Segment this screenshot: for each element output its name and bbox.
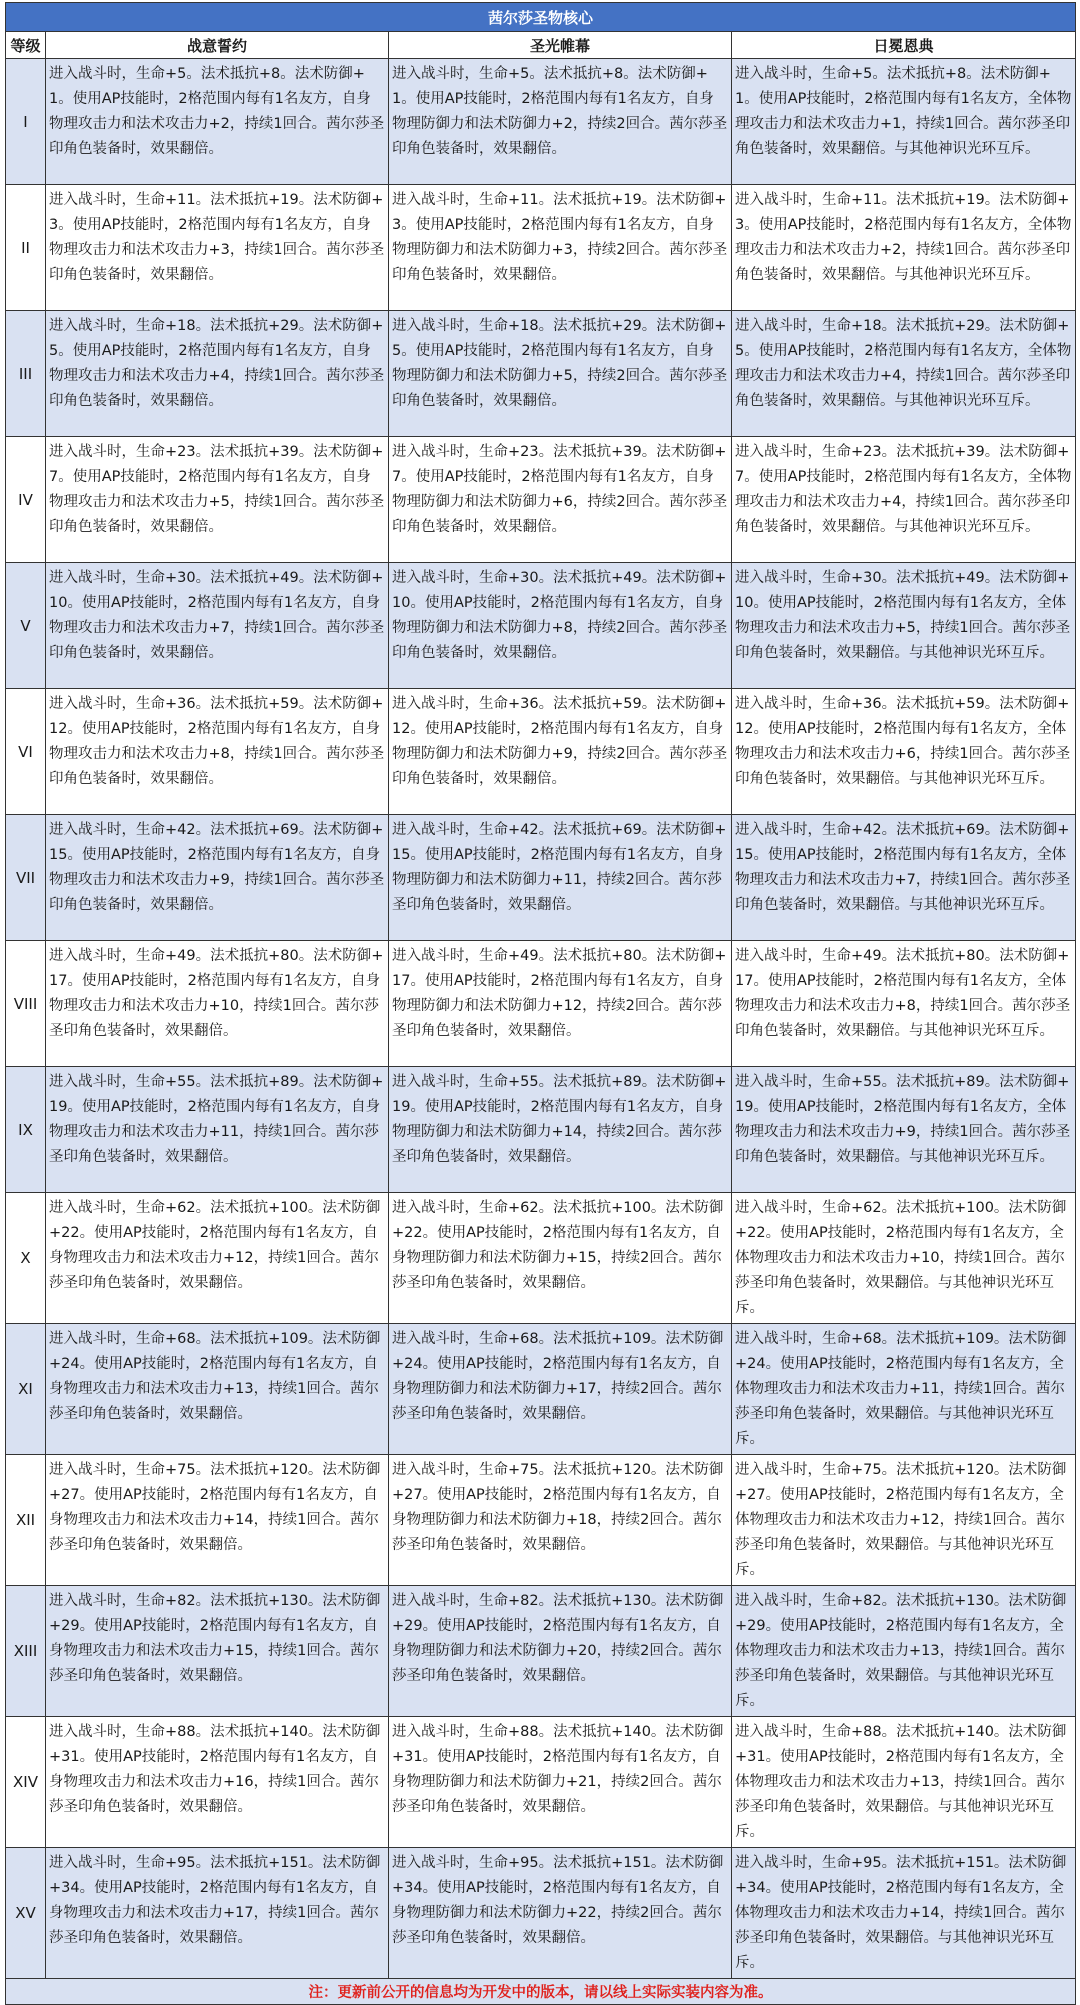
table-row [6,941,1076,1067]
level-cell: V [6,563,46,689]
effect-cell-col3: 进入战斗时，生命+68。法术抵抗+109。法术防御+24。使用AP技能时，2格范围内每有1名友方，全体物理攻击力和法术攻击力+11，持续1回合。茜尔莎圣印角色装备时，效果翻倍。与其他神识光环互斥。 [732,1324,1076,1455]
table-row [6,1067,1076,1193]
effect-cell-col2: 进入战斗时，生命+88。法术抵抗+140。法术防御+31。使用AP技能时，2格范围内每有1名友方，自身物理防御力和法术防御力+21，持续2回合。茜尔莎圣印角色装备时，效果翻倍。 [389,1717,732,1848]
effect-cell-col3: 进入战斗时，生命+11。法术抵抗+19。法术防御+3。使用AP技能时，2格范围内每有1名友方，全体物理攻击力和法术攻击力+2，持续1回合。茜尔莎圣印角色装备时，效果翻倍。与其他神识光环互斥。 [732,185,1076,311]
table-row [6,1193,1076,1324]
effect-cell-col1: 进入战斗时，生命+55。法术抵抗+89。法术防御+19。使用AP技能时，2格范围内每有1名友方，自身物理攻击力和法术攻击力+11，持续1回合。茜尔莎圣印角色装备时，效果翻倍。 [46,1067,389,1193]
level-cell: I [6,59,46,185]
effect-cell-col2: 进入战斗时，生命+36。法术抵抗+59。法术防御+12。使用AP技能时，2格范围内每有1名友方，自身物理防御力和法术防御力+9，持续2回合。茜尔莎圣印角色装备时，效果翻倍。 [389,689,732,815]
effect-cell-col2: 进入战斗时，生命+30。法术抵抗+49。法术防御+10。使用AP技能时，2格范围内每有1名友方，自身物理防御力和法术防御力+8，持续2回合。茜尔莎圣印角色装备时，效果翻倍。 [389,563,732,689]
table-row [6,1586,1076,1717]
level-cell: XII [6,1455,46,1586]
disclaimer-note: 注：更新前公开的信息均为开发中的版本，请以线上实际实装内容为准。 [6,1979,1076,2005]
level-cell: VII [6,815,46,941]
effect-cell-col2: 进入战斗时，生命+95。法术抵抗+151。法术防御+34。使用AP技能时，2格范围内每有1名友方，自身物理防御力和法术防御力+22，持续2回合。茜尔莎圣印角色装备时，效果翻倍。 [389,1848,732,1979]
effect-cell-col2: 进入战斗时，生命+11。法术抵抗+19。法术防御+3。使用AP技能时，2格范围内每有1名友方，自身物理防御力和法术防御力+3，持续2回合。茜尔莎圣印角色装备时，效果翻倍。 [389,185,732,311]
effect-cell-col1: 进入战斗时，生命+95。法术抵抗+151。法术防御+34。使用AP技能时，2格范围内每有1名友方，自身物理攻击力和法术攻击力+17，持续1回合。茜尔莎圣印角色装备时，效果翻倍。 [46,1848,389,1979]
effect-cell-col2: 进入战斗时，生命+5。法术抵抗+8。法术防御+1。使用AP技能时，2格范围内每有1名友方，自身物理防御力和法术防御力+2，持续2回合。茜尔莎圣印角色装备时，效果翻倍。 [389,59,732,185]
table-row [6,815,1076,941]
header-level: 等级 [6,32,46,59]
effect-cell-col1: 进入战斗时，生命+5。法术抵抗+8。法术防御+1。使用AP技能时，2格范围内每有1名友方，自身物理攻击力和法术攻击力+2，持续1回合。茜尔莎圣印角色装备时，效果翻倍。 [46,59,389,185]
effect-cell-col1: 进入战斗时，生命+11。法术抵抗+19。法术防御+3。使用AP技能时，2格范围内每有1名友方，自身物理攻击力和法术攻击力+3，持续1回合。茜尔莎圣印角色装备时，效果翻倍。 [46,185,389,311]
effect-cell-col3: 进入战斗时，生命+5。法术抵抗+8。法术防御+1。使用AP技能时，2格范围内每有1名友方，全体物理攻击力和法术攻击力+1，持续1回合。茜尔莎圣印角色装备时，效果翻倍。与其他神识光环互斥。 [732,59,1076,185]
table-row [6,1324,1076,1455]
level-cell: IV [6,437,46,563]
level-cell: IX [6,1067,46,1193]
level-cell: VI [6,689,46,815]
effect-cell-col3: 进入战斗时，生命+42。法术抵抗+69。法术防御+15。使用AP技能时，2格范围内每有1名友方，全体物理攻击力和法术攻击力+7，持续1回合。茜尔莎圣印角色装备时，效果翻倍。与其他神识光环互斥。 [732,815,1076,941]
effect-cell-col1: 进入战斗时，生命+49。法术抵抗+80。法术防御+17。使用AP技能时，2格范围内每有1名友方，自身物理攻击力和法术攻击力+10，持续1回合。茜尔莎圣印角色装备时，效果翻倍。 [46,941,389,1067]
effect-cell-col3: 进入战斗时，生命+82。法术抵抗+130。法术防御+29。使用AP技能时，2格范围内每有1名友方，全体物理攻击力和法术攻击力+13，持续1回合。茜尔莎圣印角色装备时，效果翻倍。与其他神识光环互斥。 [732,1586,1076,1717]
relic-core-table [5,2,1076,2005]
level-cell: III [6,311,46,437]
effect-cell-col3: 进入战斗时，生命+23。法术抵抗+39。法术防御+7。使用AP技能时，2格范围内每有1名友方，全体物理攻击力和法术攻击力+4，持续1回合。茜尔莎圣印角色装备时，效果翻倍。与其他神识光环互斥。 [732,437,1076,563]
level-cell: X [6,1193,46,1324]
header-col2: 圣光帷幕 [389,32,732,59]
table-row [6,185,1076,311]
page [5,2,1075,2001]
effect-cell-col2: 进入战斗时，生命+23。法术抵抗+39。法术防御+7。使用AP技能时，2格范围内每有1名友方，自身物理防御力和法术防御力+6，持续2回合。茜尔莎圣印角色装备时，效果翻倍。 [389,437,732,563]
effect-cell-col1: 进入战斗时，生命+18。法术抵抗+29。法术防御+5。使用AP技能时，2格范围内每有1名友方，自身物理攻击力和法术攻击力+4，持续1回合。茜尔莎圣印角色装备时，效果翻倍。 [46,311,389,437]
effect-cell-col3: 进入战斗时，生命+55。法术抵抗+89。法术防御+19。使用AP技能时，2格范围内每有1名友方，全体物理攻击力和法术攻击力+9，持续1回合。茜尔莎圣印角色装备时，效果翻倍。与其他神识光环互斥。 [732,1067,1076,1193]
effect-cell-col3: 进入战斗时，生命+30。法术抵抗+49。法术防御+10。使用AP技能时，2格范围内每有1名友方，全体物理攻击力和法术攻击力+5，持续1回合。茜尔莎圣印角色装备时，效果翻倍。与其他神识光环互斥。 [732,563,1076,689]
level-cell: XIII [6,1586,46,1717]
table-row [6,1717,1076,1848]
effect-cell-col1: 进入战斗时，生命+30。法术抵抗+49。法术防御+10。使用AP技能时，2格范围内每有1名友方，自身物理攻击力和法术攻击力+7，持续1回合。茜尔莎圣印角色装备时，效果翻倍。 [46,563,389,689]
effect-cell-col2: 进入战斗时，生命+55。法术抵抗+89。法术防御+19。使用AP技能时，2格范围内每有1名友方，自身物理防御力和法术防御力+14，持续2回合。茜尔莎圣印角色装备时，效果翻倍。 [389,1067,732,1193]
effect-cell-col2: 进入战斗时，生命+75。法术抵抗+120。法术防御+27。使用AP技能时，2格范围内每有1名友方，自身物理防御力和法术防御力+18，持续2回合。茜尔莎圣印角色装备时，效果翻倍。 [389,1455,732,1586]
effect-cell-col1: 进入战斗时，生命+68。法术抵抗+109。法术防御+24。使用AP技能时，2格范围内每有1名友方，自身物理攻击力和法术攻击力+13，持续1回合。茜尔莎圣印角色装备时，效果翻倍。 [46,1324,389,1455]
table-row [6,689,1076,815]
effect-cell-col2: 进入战斗时，生命+62。法术抵抗+100。法术防御+22。使用AP技能时，2格范围内每有1名友方，自身物理防御力和法术防御力+15，持续2回合。茜尔莎圣印角色装备时，效果翻倍。 [389,1193,732,1324]
note-row [6,1979,1076,2005]
effect-cell-col3: 进入战斗时，生命+95。法术抵抗+151。法术防御+34。使用AP技能时，2格范围内每有1名友方，全体物理攻击力和法术攻击力+14，持续1回合。茜尔莎圣印角色装备时，效果翻倍。与其他神识光环互斥。 [732,1848,1076,1979]
effect-cell-col3: 进入战斗时，生命+62。法术抵抗+100。法术防御+22。使用AP技能时，2格范围内每有1名友方，全体物理攻击力和法术攻击力+10，持续1回合。茜尔莎圣印角色装备时，效果翻倍。与其他神识光环互斥。 [732,1193,1076,1324]
effect-cell-col3: 进入战斗时，生命+75。法术抵抗+120。法术防御+27。使用AP技能时，2格范围内每有1名友方，全体物理攻击力和法术攻击力+12，持续1回合。茜尔莎圣印角色装备时，效果翻倍。与其他神识光环互斥。 [732,1455,1076,1586]
effect-cell-col3: 进入战斗时，生命+49。法术抵抗+80。法术防御+17。使用AP技能时，2格范围内每有1名友方，全体物理攻击力和法术攻击力+8，持续1回合。茜尔莎圣印角色装备时，效果翻倍。与其他神识光环互斥。 [732,941,1076,1067]
effect-cell-col2: 进入战斗时，生命+49。法术抵抗+80。法术防御+17。使用AP技能时，2格范围内每有1名友方，自身物理防御力和法术防御力+12，持续2回合。茜尔莎圣印角色装备时，效果翻倍。 [389,941,732,1067]
table-row [6,563,1076,689]
effect-cell-col2: 进入战斗时，生命+18。法术抵抗+29。法术防御+5。使用AP技能时，2格范围内每有1名友方，自身物理防御力和法术防御力+5，持续2回合。茜尔莎圣印角色装备时，效果翻倍。 [389,311,732,437]
table-title-row [6,3,1076,32]
table-header-row [6,32,1076,59]
effect-cell-col1: 进入战斗时，生命+82。法术抵抗+130。法术防御+29。使用AP技能时，2格范围内每有1名友方，自身物理攻击力和法术攻击力+15，持续1回合。茜尔莎圣印角色装备时，效果翻倍。 [46,1586,389,1717]
level-cell: VIII [6,941,46,1067]
table-row [6,1455,1076,1586]
effect-cell-col1: 进入战斗时，生命+75。法术抵抗+120。法术防御+27。使用AP技能时，2格范围内每有1名友方，自身物理攻击力和法术攻击力+14，持续1回合。茜尔莎圣印角色装备时，效果翻倍。 [46,1455,389,1586]
effect-cell-col2: 进入战斗时，生命+68。法术抵抗+109。法术防御+24。使用AP技能时，2格范围内每有1名友方，自身物理防御力和法术防御力+17，持续2回合。茜尔莎圣印角色装备时，效果翻倍。 [389,1324,732,1455]
table-row [6,437,1076,563]
level-cell: XIV [6,1717,46,1848]
effect-cell-col1: 进入战斗时，生命+88。法术抵抗+140。法术防御+31。使用AP技能时，2格范围内每有1名友方，自身物理攻击力和法术攻击力+16，持续1回合。茜尔莎圣印角色装备时，效果翻倍。 [46,1717,389,1848]
effect-cell-col3: 进入战斗时，生命+88。法术抵抗+140。法术防御+31。使用AP技能时，2格范围内每有1名友方，全体物理攻击力和法术攻击力+13，持续1回合。茜尔莎圣印角色装备时，效果翻倍。与其他神识光环互斥。 [732,1717,1076,1848]
header-col3: 日冕恩典 [732,32,1076,59]
effect-cell-col2: 进入战斗时，生命+82。法术抵抗+130。法术防御+29。使用AP技能时，2格范围内每有1名友方，自身物理防御力和法术防御力+20，持续2回合。茜尔莎圣印角色装备时，效果翻倍。 [389,1586,732,1717]
level-cell: II [6,185,46,311]
level-cell: XV [6,1848,46,1979]
effect-cell-col3: 进入战斗时，生命+18。法术抵抗+29。法术防御+5。使用AP技能时，2格范围内每有1名友方，全体物理攻击力和法术攻击力+4，持续1回合。茜尔莎圣印角色装备时，效果翻倍。与其他神识光环互斥。 [732,311,1076,437]
effect-cell-col1: 进入战斗时，生命+23。法术抵抗+39。法术防御+7。使用AP技能时，2格范围内每有1名友方，自身物理攻击力和法术攻击力+5，持续1回合。茜尔莎圣印角色装备时，效果翻倍。 [46,437,389,563]
effect-cell-col2: 进入战斗时，生命+42。法术抵抗+69。法术防御+15。使用AP技能时，2格范围内每有1名友方，自身物理防御力和法术防御力+11，持续2回合。茜尔莎圣印角色装备时，效果翻倍。 [389,815,732,941]
effect-cell-col1: 进入战斗时，生命+36。法术抵抗+59。法术防御+12。使用AP技能时，2格范围内每有1名友方，自身物理攻击力和法术攻击力+8，持续1回合。茜尔莎圣印角色装备时，效果翻倍。 [46,689,389,815]
header-col1: 战意誓约 [46,32,389,59]
table-title: 茜尔莎圣物核心 [6,3,1076,32]
effect-cell-col1: 进入战斗时，生命+62。法术抵抗+100。法术防御+22。使用AP技能时，2格范围内每有1名友方，自身物理攻击力和法术攻击力+12，持续1回合。茜尔莎圣印角色装备时，效果翻倍。 [46,1193,389,1324]
effect-cell-col3: 进入战斗时，生命+36。法术抵抗+59。法术防御+12。使用AP技能时，2格范围内每有1名友方，全体物理攻击力和法术攻击力+6，持续1回合。茜尔莎圣印角色装备时，效果翻倍。与其他神识光环互斥。 [732,689,1076,815]
table-row [6,311,1076,437]
level-cell: XI [6,1324,46,1455]
effect-cell-col1: 进入战斗时，生命+42。法术抵抗+69。法术防御+15。使用AP技能时，2格范围内每有1名友方，自身物理攻击力和法术攻击力+9，持续1回合。茜尔莎圣印角色装备时，效果翻倍。 [46,815,389,941]
table-row [6,1848,1076,1979]
table-row [6,59,1076,185]
